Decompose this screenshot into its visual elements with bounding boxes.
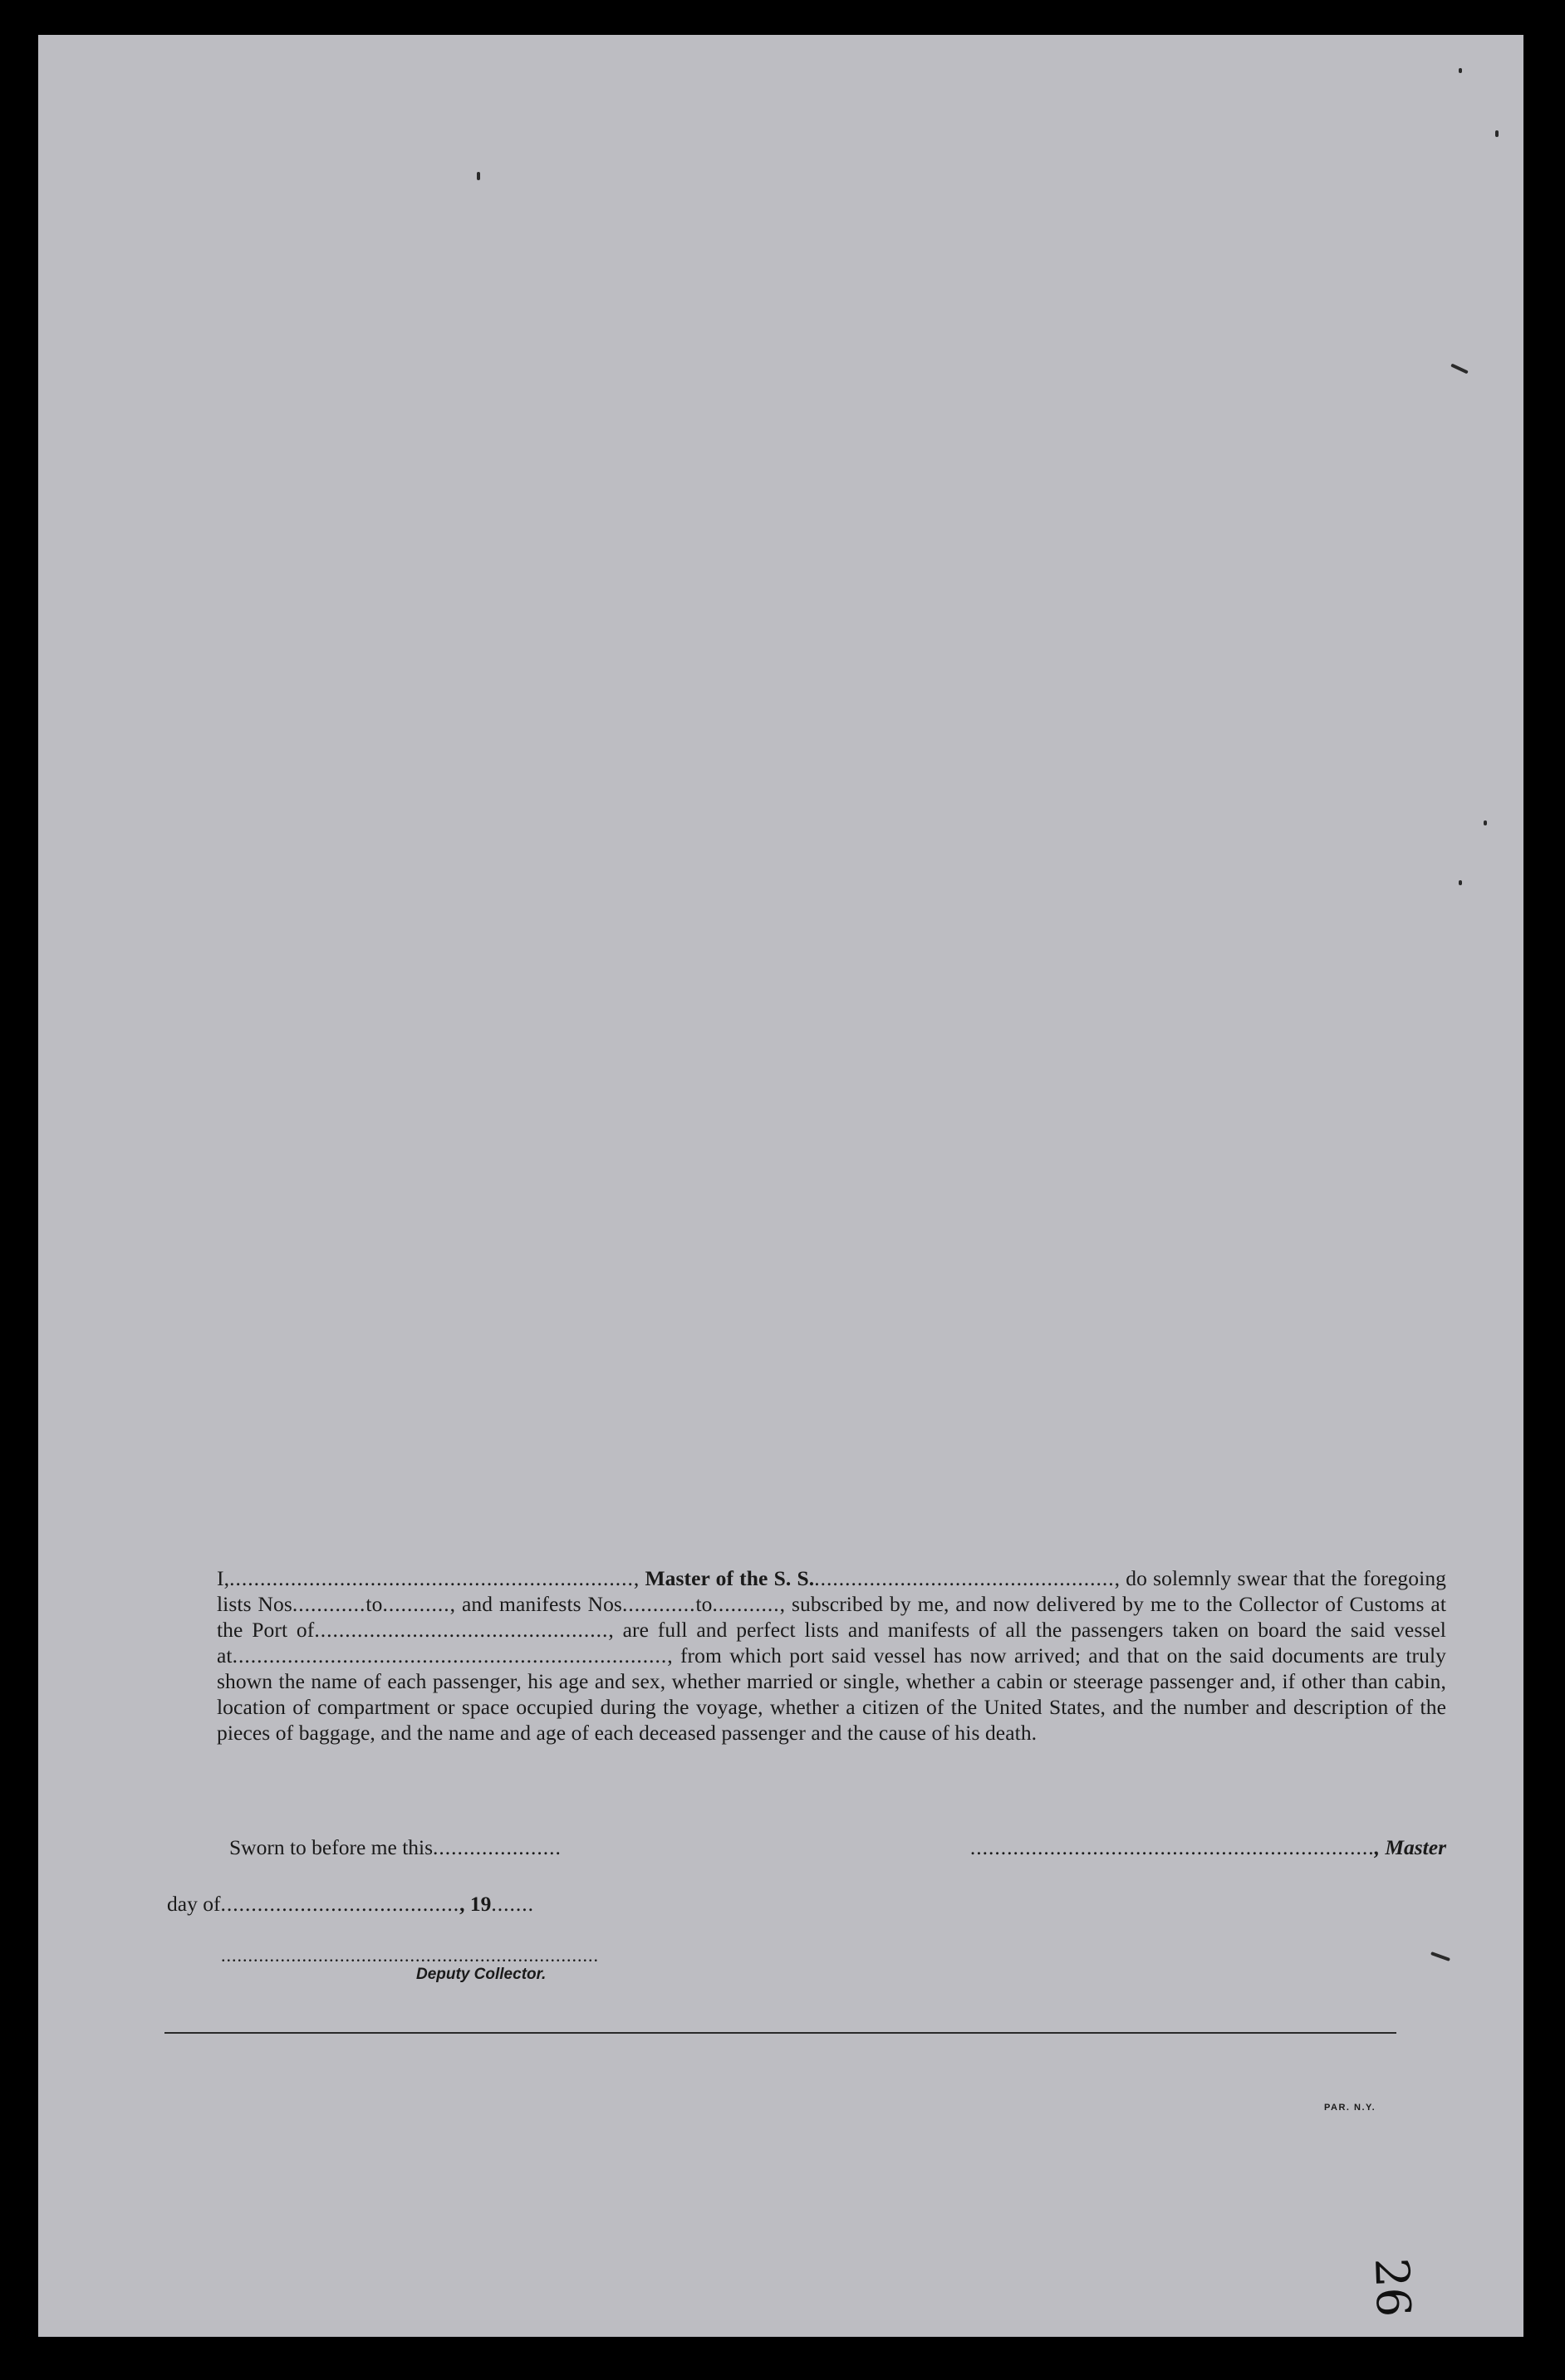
speck xyxy=(1484,820,1487,825)
day-row xyxy=(167,1892,534,1917)
manifests-to-blank[interactable]: ........... xyxy=(712,1592,780,1616)
deputy-collector-label: Deputy Collector. xyxy=(416,1966,547,1983)
oath-text-5: , and manifests Nos xyxy=(449,1592,622,1616)
speck xyxy=(1430,1952,1450,1961)
departure-port-blank[interactable]: ....................................................................... xyxy=(232,1643,668,1667)
document-page xyxy=(38,35,1523,2337)
port-blank[interactable]: ................................................ xyxy=(314,1618,609,1642)
master-name-blank[interactable]: .................................................................. xyxy=(229,1566,634,1590)
oath-text-8: , are full and perfect lists and manifests of all the passengers taken on board the said vessel at xyxy=(217,1618,1446,1667)
deputy-signature-blank[interactable]: ...................................................................... xyxy=(221,1945,599,1966)
oath-text-7: , subscribed by me, and now delivered by me to the Collector of Customs at the Port of xyxy=(217,1592,1446,1642)
oath-text-master-of-ship: Master of the S. S. xyxy=(645,1566,815,1590)
printer-mark: PAR. N.Y. xyxy=(1324,2103,1376,2113)
speck xyxy=(1459,68,1462,73)
speck xyxy=(477,172,480,180)
speck xyxy=(1450,364,1469,375)
month-blank[interactable]: ....................................... xyxy=(220,1892,460,1916)
year-prefix: , 19 xyxy=(459,1892,492,1916)
oath-text-4: to xyxy=(365,1592,383,1616)
sworn-before-me xyxy=(229,1835,562,1860)
lists-from-blank[interactable]: ............ xyxy=(292,1592,366,1616)
manifests-from-blank[interactable]: ............ xyxy=(621,1592,696,1616)
oath-text-9: , from which port said vessel has now arrived; and that on the said documents are truly shown the name of each passenger, his age and sex, whether married or single, whether a cabin or steerage passenger and, if other than cabin, location of compartment or space occupied during the voyage, whether a citizen of the United States, and the number and description of the pieces of baggage, and the name and age of each deceased passenger and the cause of his death. xyxy=(217,1643,1446,1745)
oath-text-6: to xyxy=(695,1592,713,1616)
oath-paragraph xyxy=(167,1565,1446,1746)
oath-text-2: , xyxy=(633,1566,645,1590)
handwritten-page-number: 26 xyxy=(1364,2256,1420,2319)
master-signature-blank[interactable]: .................................................................. xyxy=(969,1835,1375,1859)
sworn-label: Sworn to before me this xyxy=(229,1835,434,1859)
ship-name-blank[interactable]: ................................................. xyxy=(814,1566,1115,1590)
sworn-row xyxy=(167,1835,1446,1868)
oath-text-3: , do solemnly swear that the foregoing lists Nos xyxy=(217,1566,1447,1616)
master-signature xyxy=(970,1835,1446,1860)
sworn-day-blank[interactable]: ..................... xyxy=(433,1835,562,1859)
speck xyxy=(1495,130,1499,137)
speck xyxy=(1459,880,1462,885)
year-blank[interactable]: ....... xyxy=(491,1892,534,1916)
lists-to-blank[interactable]: ........... xyxy=(382,1592,450,1616)
master-signature-label: , Master xyxy=(1374,1835,1446,1859)
day-label: day of xyxy=(167,1892,221,1916)
oath-text-1: I, xyxy=(217,1566,230,1590)
horizontal-rule xyxy=(164,2032,1396,2034)
